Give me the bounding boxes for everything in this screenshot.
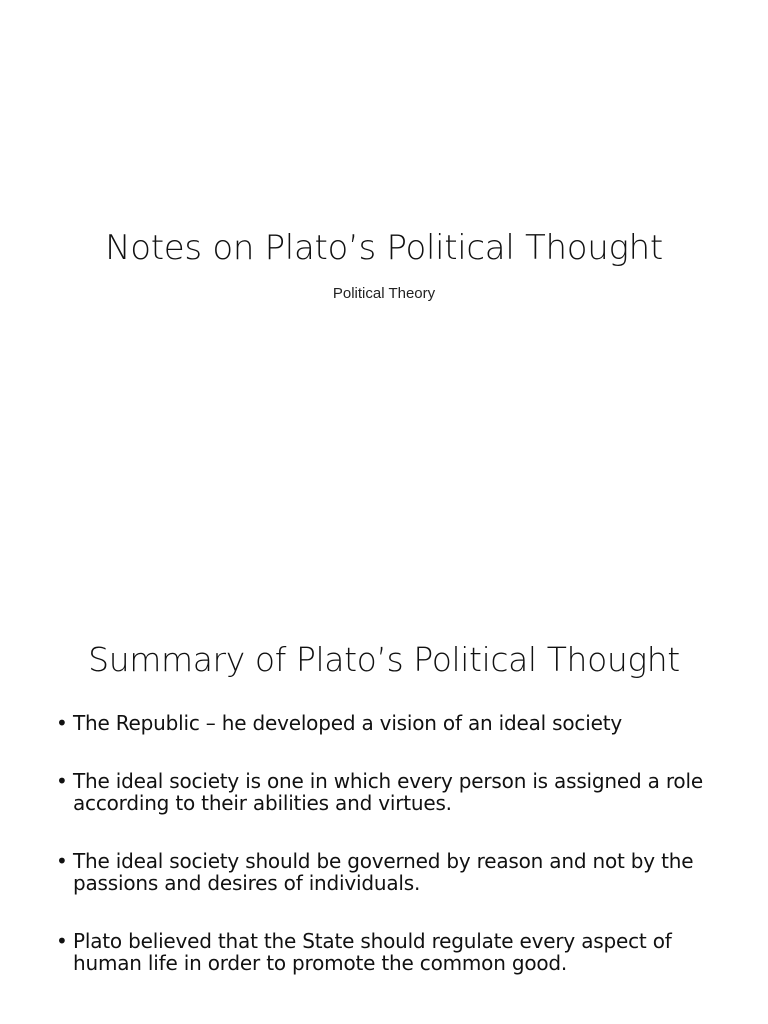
bullet-item [56, 850, 716, 894]
bullet-list [56, 712, 716, 1010]
bullet-text: The ideal society should be governed by reason and not by the passions and desires of individuals. [73, 849, 694, 895]
slide-subtitle: Political Theory [332, 285, 436, 302]
bullet-item [56, 712, 716, 734]
bullet-dot-icon: • [56, 849, 68, 873]
bullet-item [56, 770, 716, 814]
bullet-dot-icon: • [56, 711, 68, 735]
bullet-dot-icon: • [56, 929, 68, 953]
bullet-text: The ideal society is one in which every person is assigned a role according to their abilities and virtues. [73, 769, 703, 815]
bullet-text: Plato believed that the State should regulate every aspect of human life in order to promote the common good. [73, 929, 672, 975]
slide-title: Notes on Plato’s Political Thought [105, 228, 663, 268]
bullet-dot-icon: • [56, 769, 68, 793]
bullet-item [56, 930, 716, 974]
summary-slide [0, 576, 768, 1024]
bullet-text: The Republic – he developed a vision of an ideal society [73, 711, 622, 735]
summary-title: Summary of Plato’s Political Thought [88, 640, 680, 679]
